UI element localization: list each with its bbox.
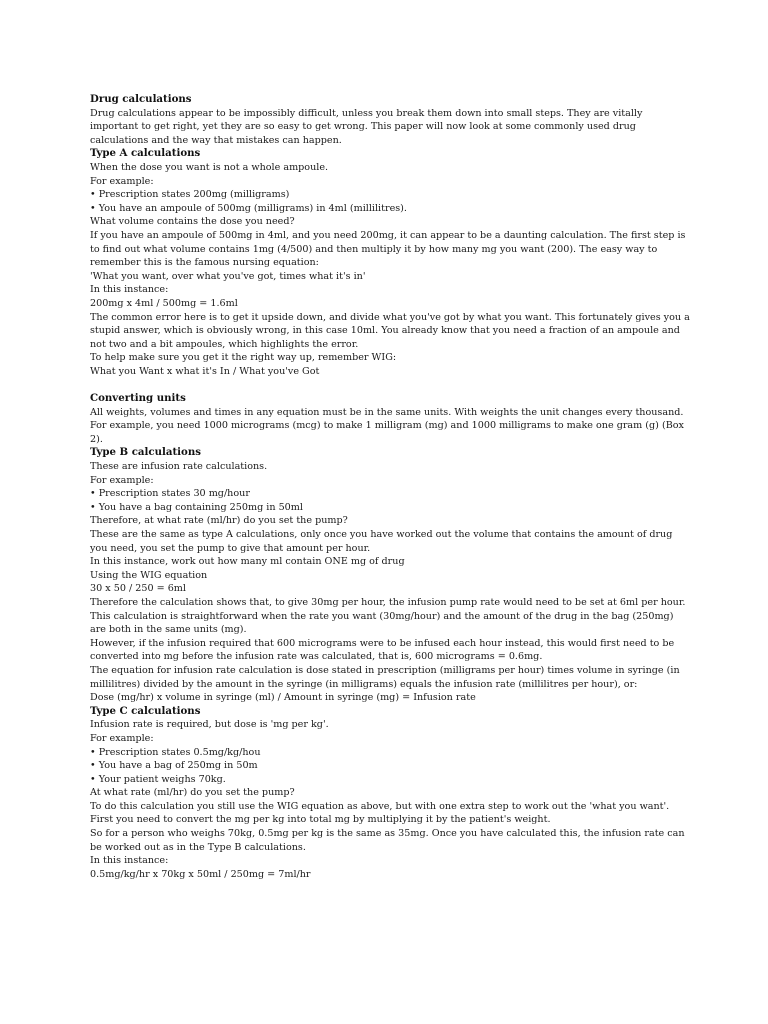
paragraph: To do this calculation you still use the WIG equation as above, but with one extra step to work out the 'what you want'. xyxy=(90,800,670,812)
paragraph: At what rate (ml/hr) do you set the pump? xyxy=(90,787,295,799)
paragraph: This calculation is straightforward when the rate you want (30mg/hour) and the amount of the drug in the bag (250mg) are both in the same units (mg). xyxy=(90,610,674,636)
paragraph: In this instance: xyxy=(90,284,169,296)
paragraph: • You have a bag containing 250mg in 50ml xyxy=(90,501,303,513)
paragraph: What you Want x what it's In / What you've Got xyxy=(90,365,320,377)
section-heading: Type C calculations xyxy=(90,704,201,717)
paragraph: Therefore, at what rate (ml/hr) do you set the pump? xyxy=(90,515,348,527)
paragraph: 200mg x 4ml / 500mg = 1.6ml xyxy=(90,297,238,309)
paragraph: So for a person who weighs 70kg, 0.5mg per kg is the same as 35mg. Once you have calculated this, the infusion rate can be worked out as in the Type B calculations. xyxy=(90,828,685,853)
paragraph: To help make sure you get it the right way up, remember WIG: xyxy=(90,352,397,364)
paragraph: 'What you want, over what you've got, times what it's in' xyxy=(90,270,366,282)
section-heading: Type A calculations xyxy=(90,147,201,160)
paragraph: 30 x 50 / 250 = 6ml xyxy=(90,583,186,595)
paragraph: In this instance, work out how many ml contain ONE mg of drug xyxy=(90,556,405,568)
paragraph: These are the same as type A calculations, only once you have worked out the volume that contains the amount of drug you need, you set the pump to give that amount per hour. xyxy=(90,529,673,554)
paragraph: • You have a bag of 250mg in 50m xyxy=(90,760,258,772)
paragraph: First you need to convert the mg per kg into total mg by multiplying it by the patient's weight. xyxy=(90,814,551,826)
paragraph: For example: xyxy=(90,175,154,187)
paragraph: For example: xyxy=(90,474,154,486)
paragraph: All weights, volumes and times in any equation must be in the same units. With weights the unit changes every thousand. For example, you need 1000 micrograms (mcg) to make 1 milligram (mg) and 1000 milligrams to make one gram (g) (Box 2). xyxy=(90,406,684,445)
paragraph: Dose (mg/hr) x volume in syringe (ml) / Amount in syringe (mg) = Infusion rate xyxy=(90,692,476,704)
document-body xyxy=(90,93,690,881)
paragraph: Drug calculations appear to be impossibly difficult, unless you break them down into small steps. They are vitally important to get right, yet they are so easy to get wrong. This paper will now look at some commonly used drug calculations and the way that mistakes can happen. xyxy=(90,107,643,146)
paragraph: • Prescription states 0.5mg/kg/hou xyxy=(90,746,261,758)
paragraph: Infusion rate is required, but dose is 'mg per kg'. xyxy=(90,719,329,731)
section-heading: Converting units xyxy=(90,392,186,405)
paragraph: When the dose you want is not a whole ampoule. xyxy=(90,161,329,173)
paragraph: If you have an ampoule of 500mg in 4ml, and you need 200mg, it can appear to be a daunting calculation. The first step is to find out what volume contains 1mg (4/500) and then multiply it by how many mg you want (200). The easy way to remember this is the famous nursing equation: xyxy=(90,229,686,269)
paragraph: Therefore the calculation shows that, to give 30mg per hour, the infusion pump rate would need to be set at 6ml per hour. xyxy=(90,596,686,608)
paragraph: 0.5mg/kg/hr x 70kg x 50ml / 250mg = 7ml/hr xyxy=(90,868,311,880)
paragraph: These are infusion rate calculations. xyxy=(90,461,268,473)
paragraph: • You have an ampoule of 500mg (milligrams) in 4ml (millilitres). xyxy=(90,202,407,214)
paragraph: However, if the infusion required that 600 micrograms were to be infused each hour instead, this would first need to be converted into mg before the infusion rate was calculated, that is, 600 micrograms = 0.6mg. xyxy=(90,637,675,663)
paragraph: Using the WIG equation xyxy=(90,569,208,581)
paragraph-spacer xyxy=(90,378,690,392)
section-heading: Drug calculations xyxy=(90,93,192,105)
paragraph: • Prescription states 200mg (milligrams) xyxy=(90,189,290,201)
paragraph: • Prescription states 30 mg/hour xyxy=(90,488,250,500)
section-heading: Type B calculations xyxy=(90,446,201,459)
paragraph: In this instance: xyxy=(90,855,169,867)
paragraph: • Your patient weighs 70kg. xyxy=(90,773,226,785)
paragraph: The equation for infusion rate calculation is dose stated in prescription (milligrams per hour) times volume in syringe (in millilitres) divided by the amount in the syringe (in milligrams) equals the infusion rate (millilitres per hour), or: xyxy=(90,664,680,690)
paragraph: What volume contains the dose you need? xyxy=(90,216,295,228)
paragraph: For example: xyxy=(90,732,154,744)
paragraph: The common error here is to get it upside down, and divide what you've got by what you want. This fortunately gives you a stupid answer, which is obviously wrong, in this case 10ml. You already know that you need a fraction of an ampoule and not two and a bit ampoules, which highlights the error. xyxy=(90,311,690,350)
